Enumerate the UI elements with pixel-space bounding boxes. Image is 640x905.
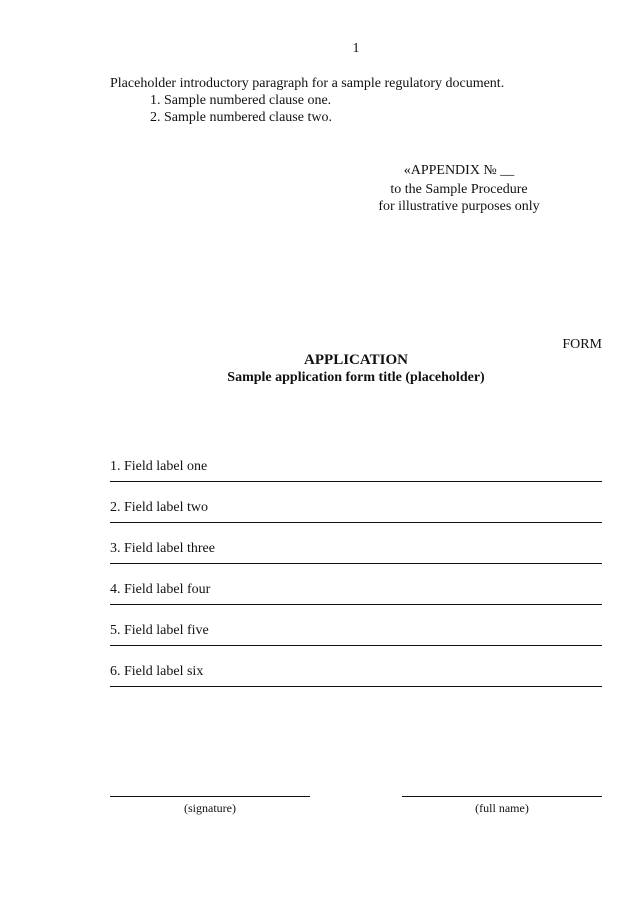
document-page <box>110 40 602 126</box>
page-number: 1 <box>352 41 360 56</box>
fill-line[interactable] <box>110 680 602 687</box>
appendix-line: for illustrative purposes only <box>378 199 540 214</box>
intro-paragraph: Placeholder introductory paragraph for a sample regulatory document. <box>110 76 505 91</box>
intro-clause: 2. Sample numbered clause two. <box>150 110 332 125</box>
form-field[interactable] <box>110 499 602 523</box>
form-fields <box>110 458 602 704</box>
field-label: 6. Field label six <box>110 664 204 679</box>
field-label: 3. Field label three <box>110 541 215 556</box>
form-field[interactable] <box>110 622 602 646</box>
appendix-line: to the Sample Procedure <box>390 182 528 197</box>
field-label: 4. Field label four <box>110 582 211 597</box>
fill-line[interactable] <box>110 475 602 482</box>
form-field[interactable] <box>110 581 602 605</box>
form-field[interactable] <box>110 540 602 564</box>
fill-line[interactable] <box>110 516 602 523</box>
form-field[interactable] <box>110 663 602 687</box>
appendix-heading: «APPENDIX № __ <box>403 163 515 178</box>
fill-line[interactable] <box>110 557 602 564</box>
field-label: 2. Field label two <box>110 500 208 515</box>
name-slot[interactable]: (full name) <box>402 796 602 817</box>
signature-block <box>110 760 602 817</box>
form-title-sub: Sample application form title (placeholder) <box>227 370 485 385</box>
intro-text <box>110 75 602 126</box>
form-title <box>110 352 602 386</box>
field-label: 1. Field label one <box>110 459 208 474</box>
form-mark: FORM <box>562 337 602 352</box>
form-field[interactable] <box>110 458 602 482</box>
fill-line[interactable] <box>110 598 602 605</box>
fill-line[interactable] <box>110 639 602 646</box>
appendix-note <box>325 162 593 215</box>
field-label: 5. Field label five <box>110 623 209 638</box>
signature-slot[interactable]: (signature) <box>110 796 310 817</box>
intro-clause: 1. Sample numbered clause one. <box>150 93 332 108</box>
form-title-main: APPLICATION <box>304 352 408 368</box>
